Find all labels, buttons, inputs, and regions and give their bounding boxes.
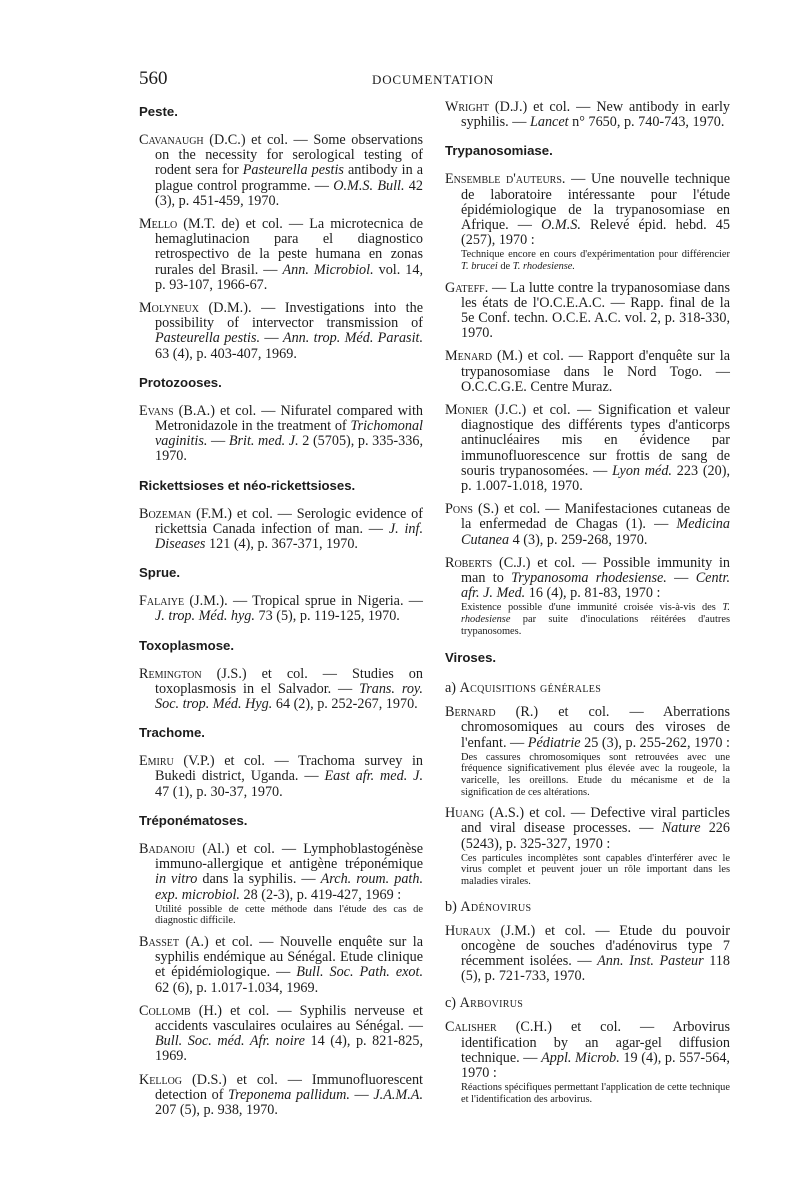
reference-text: 4 (3), p. 259-268, 1970. [509, 531, 648, 548]
reference-entry [139, 754, 423, 800]
reference-text: (D.M.). — Investigations into the possibility of intervector transmission of [155, 300, 423, 332]
author-name: Badanoiu [139, 840, 196, 857]
reference-entry [139, 935, 423, 996]
italic-text: Trans. roy. Soc. trop. Méd. Hyg. [155, 680, 423, 713]
reference-text: (J.M.). — Tropical sprue in Nigeria. — [184, 593, 423, 610]
reference-text: (C.H.) et col. — Arbovirus identification by an agar-gel diffusion technique. — [461, 1019, 730, 1066]
running-title: DOCUMENTATION [372, 72, 495, 87]
section-heading: Sprue. [139, 565, 181, 581]
reference-entry [139, 594, 423, 624]
reference-text: (C.J.) et col. — Possible immunity in man to [461, 554, 730, 587]
italic-text: Lyon méd. [612, 462, 672, 479]
author-name: Gateff [445, 279, 485, 296]
reference-entry [139, 133, 423, 209]
italic-text: O.M.S. [541, 217, 581, 234]
author-name: Wright [445, 99, 489, 115]
reference-text: — [666, 570, 696, 587]
italic-text: Appl. Microb. [541, 1049, 620, 1066]
annotation-note [461, 602, 730, 637]
reference-entry [445, 172, 730, 272]
subsection-prefix: c) [445, 995, 460, 1012]
reference-entry [139, 667, 423, 713]
reference-text: . — Une nouvelle technique de laboratoire intéressante pour l'étude épidémiologique de la trypanosomiase en Afrique. — [461, 171, 730, 234]
left-column [139, 100, 423, 1126]
reference-text: (J.M.) et col. — Etude du pouvoir oncogène de souches d'adénovirus type 7 récemment isolées. — [461, 922, 730, 970]
reference-entry [445, 1020, 730, 1105]
italic-text: Bull. Soc. Path. exot. [296, 964, 423, 981]
reference-entry [445, 556, 730, 637]
subsection-heading [445, 898, 730, 916]
subsection-title: Arbovirus [459, 995, 524, 1012]
subsection-prefix: b) [445, 898, 461, 915]
reference-entry [139, 404, 423, 465]
subsection-title: Adénovirus [460, 898, 532, 915]
author-name: Collomb [139, 1002, 191, 1019]
subsection-prefix: a) [445, 680, 460, 697]
italic-text: T. rhodesiense. [512, 261, 576, 273]
author-name: Pons [445, 501, 473, 518]
section-heading: Toxoplasmose. [139, 637, 235, 653]
author-name: Emiru [139, 753, 174, 770]
italic-text: Trypanosoma rhodesiense. [511, 570, 667, 587]
reference-text: 16 (4), p. 81-83, 1970 : [525, 585, 661, 602]
reference-text: (A.) et col. — Nouvelle enquête sur la syphilis endémique au Sénégal. Etude clinique et épidémiologique. — [155, 933, 423, 981]
italic-text: Centr. afr. J. Med. [461, 570, 730, 602]
section-heading: Rickettsioses et néo-rickettsioses. [139, 477, 356, 493]
author-name: Molyneux [139, 300, 199, 317]
author-name: Huraux [445, 922, 491, 939]
italic-text: J. inf. Diseases [155, 520, 423, 553]
reference-entry [445, 349, 730, 395]
reference-text: dans la syphilis. — [197, 871, 321, 888]
reference-entry [139, 1004, 423, 1065]
annotation-note: Utilité possible de cette méthode dans l'étude des cas de diagnostic difficile. [155, 903, 423, 927]
author-name: Kellog [139, 1071, 183, 1088]
reference-text: 121 (4), p. 367-371, 1970. [205, 536, 358, 553]
reference-entry [139, 301, 423, 362]
italic-text: Ann. Microbiol. [282, 261, 374, 278]
reference-text: (D.S.) et col. — Immunofluorescent detection of [155, 1071, 423, 1103]
reference-text: (A.S.) et col. — Defective viral particles and viral disease processes. — [461, 805, 730, 837]
italic-text: J.A.M.A. [373, 1086, 423, 1103]
author-name: Cavanaugh [139, 132, 204, 148]
italic-text: O.M.S. Bull. [333, 177, 405, 194]
italic-text: Bull. Soc. méd. Afr. noire [155, 1033, 305, 1050]
reference-text: 73 (5), p. 119-125, 1970. [254, 608, 400, 625]
italic-text: Treponema pallidum. [228, 1086, 350, 1103]
section-heading: Trachome. [139, 725, 205, 741]
reference-text: (S.) et col. — Manifestaciones cutaneas de la enfermedad de Chagas (1). — [461, 501, 730, 533]
subsection-title: Acquisitions générales [459, 680, 602, 697]
reference-text: Existence possible d'une immunité croisée vis-à-vis des [461, 602, 723, 614]
reference-text: 207 (5), p. 938, 1970. [155, 1101, 278, 1118]
author-name: Bernard [445, 704, 496, 721]
section-heading: Viroses. [445, 650, 497, 666]
reference-text: (J.S.) et col. — Studies on toxoplasmosis in el Salvador. — [155, 665, 423, 697]
italic-text: East afr. med. J. [324, 768, 424, 785]
reference-text: par suite d'inoculations réitérées d'autres trypanosomes. [461, 614, 730, 637]
reference-entry [445, 806, 730, 887]
reference-entry [445, 403, 730, 494]
reference-text: (D.C.) et col. — Some observations on the necessity for serological testing of rodent sera for [155, 132, 423, 179]
reference-text: (V.P.) et col. — Trachoma survey in Bukedi district, Uganda. — [155, 753, 423, 785]
right-column [445, 100, 730, 1113]
author-name: Ensemble d'auteurs [445, 171, 562, 188]
reference-text: 118 (5), p. 721-733, 1970. [461, 953, 730, 985]
reference-text: 63 (4), p. 403-407, 1969. [155, 345, 297, 362]
italic-text: Lancet [529, 114, 569, 131]
section-heading: Protozooses. [139, 374, 222, 390]
reference-entry [139, 507, 423, 553]
author-name: Remington [139, 665, 202, 682]
italic-text: Ann. Inst. Pasteur [597, 953, 704, 970]
italic-text: Medicina Cutanea [461, 516, 730, 548]
italic-text: J. trop. Méd. hyg. [155, 608, 255, 625]
italic-text: Ann. trop. Méd. Parasit. [282, 330, 424, 347]
reference-text: vol. 14, p. 93-107, 1966-67. [155, 261, 423, 293]
annotation-note: Réactions spécifiques permettant l'application de cette technique et l'identification des arbovirus. [461, 1082, 730, 1105]
italic-text: Pasteurella pestis. [155, 330, 261, 347]
italic-text: T. rhodesiense [461, 602, 730, 626]
reference-text: antibody in a plague control programme. — [155, 162, 423, 194]
author-name: Mello [139, 216, 178, 233]
italic-text: Brit. med. J. [228, 433, 299, 450]
reference-text: — [260, 330, 283, 347]
reference-text: (M.T. de) et col. — La microtecnica de hemaglutinacion para el diagnostico retrospectivo de la peste humana en zonas rurales del Brasil. — [155, 216, 423, 278]
section-heading: Peste. [139, 104, 178, 119]
reference-text: 2 (5705), p. 335-336, 1970. [155, 433, 423, 465]
reference-text: (D.J.) et col. — New antibody in early syphilis. — [461, 99, 730, 131]
page-header [0, 68, 800, 94]
reference-entry [139, 842, 423, 927]
reference-text: 14 (4), p. 821-825, 1969. [155, 1033, 423, 1065]
author-name: Roberts [445, 554, 493, 571]
reference-entry [445, 924, 730, 985]
author-name: Monier [445, 402, 489, 419]
reference-text: (J.C.) et col. — Signification et valeur diagnostique des différents types d'anticorps antinucléaires mis en évidence par immunofluorescence sur frottis de sang de souris trypanosomées. — [461, 402, 730, 479]
reference-text: 42 (3), p. 451-459, 1970. [155, 177, 423, 209]
reference-text: 62 (6), p. 1.017-1.034, 1969. [155, 979, 319, 996]
reference-entry [139, 1073, 423, 1119]
section-heading: Tréponématoses. [139, 812, 248, 828]
author-name: Calisher [445, 1019, 497, 1036]
reference-entry [445, 705, 730, 798]
author-name: Menard [445, 348, 493, 365]
annotation-note [461, 249, 730, 272]
annotation-note: Des cassures chromosomiques sont retrouvées avec une fréquence significativement plus élevée avec la rougeole, la varicelle, les oreillons. Etude du mécanisme et de la signification de ces altérations. [461, 751, 730, 798]
reference-text: (Al.) et col. — Lymphoblastogénèse immuno-allergique et antigène tréponémique [155, 840, 423, 873]
reference-text: 226 (5243), p. 325-327, 1970 : [461, 820, 730, 852]
annotation-note: Ces particules incomplètes sont capables d'interférer avec le virus complet et peuvent jouer un rôle important dans les maladies virales. [461, 852, 730, 888]
reference-text: 28 (2-3), p. 419-427, 1969 : [239, 886, 402, 903]
reference-text: 25 (3), p. 255-262, 1970 : [580, 734, 730, 751]
reference-entry [139, 217, 423, 293]
reference-entry [445, 502, 730, 548]
reference-entry [445, 281, 730, 342]
author-name: Huang [445, 805, 485, 822]
reference-text: Technique encore en cours d'expérimentation pour différencier [461, 249, 730, 261]
reference-text: 64 (2), p. 252-267, 1970. [272, 696, 418, 713]
reference-text: 223 (20), p. 1.007-1.018, 1970. [461, 462, 730, 495]
reference-text: — [349, 1086, 374, 1103]
reference-text: . — La lutte contre la trypanosomiase dans les états de l'O.C.E.A.C. — Rapp. final de la 5e Conf. techn. O.C.E. A.C. vol. 2, p. 318-330, 1970. [461, 279, 730, 342]
italic-text: Arch. roum. path. exp. microbiol. [155, 871, 424, 903]
reference-text: de [497, 261, 513, 273]
reference-text: 47 (1), p. 30-37, 1970. [155, 783, 283, 800]
reference-text: (B.A.) et col. — Nifuratel compared with Metronidazole in the treatment of [155, 402, 423, 435]
author-name: Basset [139, 933, 180, 950]
page-number: 560 [139, 68, 168, 89]
italic-text: Nature [661, 820, 701, 837]
reference-entry [445, 100, 730, 130]
italic-text: in vitro [155, 871, 198, 888]
author-name: Evans [139, 402, 174, 419]
italic-text: Pasteurella pestis [242, 162, 344, 179]
reference-text: n° 7650, p. 740-743, 1970. [568, 114, 725, 131]
reference-text: (H.) et col. — Syphilis nerveuse et accidents vasculaires oculaires au Sénégal. — [155, 1002, 423, 1034]
italic-text: T. brucei [461, 261, 498, 273]
author-name: Falaiye [139, 593, 185, 610]
italic-text: Trichomonal vaginitis. [155, 418, 423, 450]
author-name: Bozeman [139, 505, 192, 522]
reference-text: 19 (4), p. 557-564, 1970 : [461, 1049, 730, 1082]
italic-text: Pédiatrie [527, 734, 581, 751]
reference-text: (R.) et col. — Aberrations chromosomiques au cours des viroses de l'enfant. — [461, 704, 730, 751]
section-heading: Trypanosomiase. [445, 143, 553, 159]
subsection-heading [445, 994, 730, 1012]
subsection-heading [445, 679, 730, 697]
reference-text: (M.) et col. — Rapport d'enquête sur la trypanosomiase dans le Nord Togo. — O.C.C.G.E. Centre Muraz. [461, 348, 730, 395]
reference-text: (F.M.) et col. — Serologic evidence of rickettsia Canada infection of man. — [155, 505, 423, 537]
reference-text: — [207, 433, 229, 450]
reference-text: Relevé épid. hebd. 45 (257), 1970 : [461, 217, 730, 249]
